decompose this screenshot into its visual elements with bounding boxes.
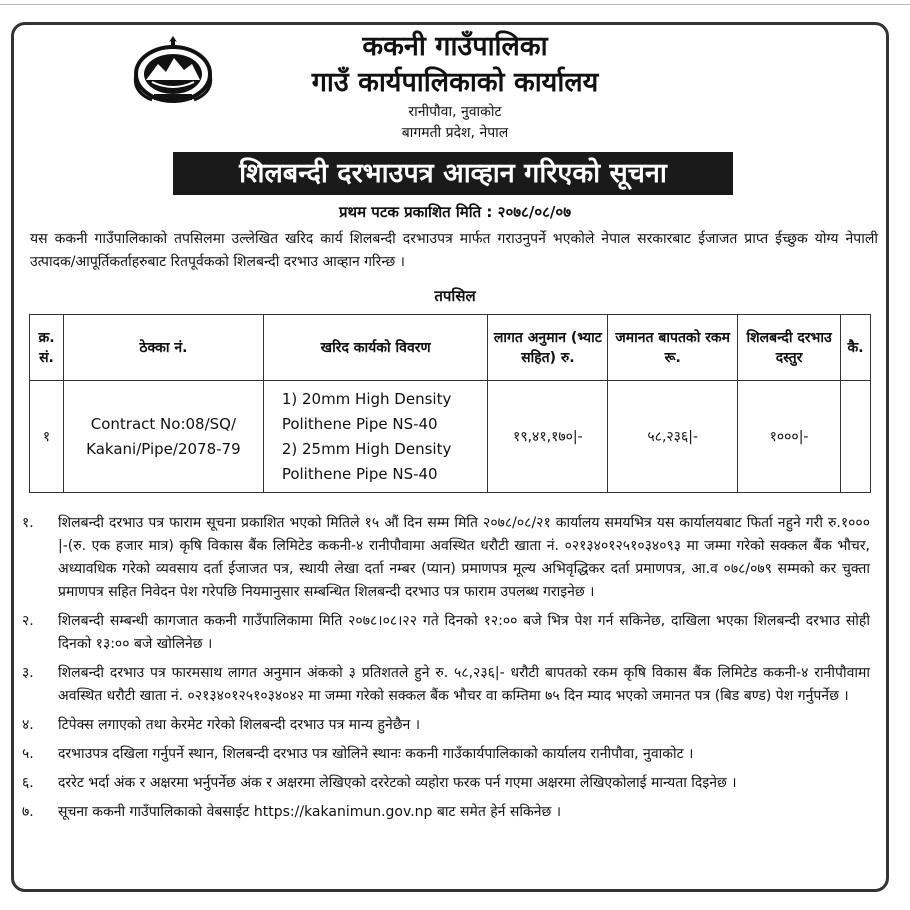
list-item — [22, 512, 870, 604]
header-remarks: कै. — [840, 315, 870, 381]
top-divider — [0, 4, 910, 5]
item1-line-2: Polithene Pipe NS-40 — [281, 414, 438, 433]
address-line-2: बागमती प्रदेश, नेपाल — [401, 125, 509, 141]
note-number: ७. — [22, 804, 34, 820]
item1-line-1: 1) 20mm High Density — [281, 389, 452, 408]
list-item — [22, 662, 870, 708]
notes-list — [22, 512, 870, 830]
table-heading: तपसिल — [434, 287, 476, 305]
note-text: शिलबन्दी दरभाउ पत्र फारमसाथ लागत अनुमान अंकको ३ प्रतिशतले हुने रु. ५८,२३६|- धरौटी बापतको रकम कृषि विकास बैंक लिमिटेड ककनी-४ रानीपौवामा अवस्थित धरौटी खाता नं. ०२१३४०१२५१०३४०४२ मा जम्मा गरेको सक्कल बैंक भौचर वा कम्तिमा ७५ दिन म्याद भएको जमानत पत्र (बिड बण्ड) पेश गर्नुपर्नेछ । — [58, 665, 870, 704]
contract-line-1: Contract No:08/SQ/ — [90, 414, 237, 433]
header-sn: क्र. सं. — [30, 315, 64, 381]
list-item — [22, 772, 870, 795]
contract-line-2: Kakani/Pipe/2078-79 — [86, 439, 241, 458]
note-text: दररेट भर्दा अंक र अक्षरमा भर्नुपर्नेछ अंक र अक्षरमा लेखिएको दररेटको व्यहोरा फरक पर्न गएमा अक्षरमा लेखिएकोलाई मान्यता दिइनेछ । — [58, 775, 737, 791]
note-number: १. — [22, 515, 34, 531]
note-number: ३. — [22, 665, 34, 681]
municipality-title: ककनी गाउँपालिका — [362, 31, 548, 62]
address-line-1: रानीपौवा, नुवाकोट — [408, 104, 502, 120]
note-number: ६. — [22, 775, 34, 791]
note-text: दरभाउपत्र दखिला गर्नुपर्ने स्थान, शिलबन्दी दरभाउ पत्र खोलिने स्थानः ककनी गाउँकार्यपालिकाको कार्यालय रानीपौवा, नुवाकोट । — [58, 746, 694, 762]
list-item — [22, 801, 870, 824]
published-date: प्रथम पटक प्रकाशित मिति : २०७८/०८/०७ — [338, 203, 572, 221]
cell-bid-security: ५८,२३६|- — [608, 381, 738, 493]
cell-contract — [63, 381, 263, 493]
note-text: शिलबन्दी सम्बन्धी कागजात ककनी गाउँपालिकामा मिति २०७८।०८।२२ गते दिनको १२:०० बजे भित्र पेश गर्न सकिनेछ, दाखिला भएका शिलबन्दी दरभाउ सोही दिनको १३:०० बजे खोलिनेछ । — [58, 613, 870, 652]
header-fee: शिलबन्दी दरभाउ दस्तुर — [738, 315, 841, 381]
header-description: खरिद कार्यको विवरण — [263, 315, 488, 381]
table-header-row — [30, 315, 871, 381]
note-number: ५. — [22, 746, 34, 762]
header-bid-security: जमानत बापतको रकम रू. — [608, 315, 738, 381]
note-text: शिलबन्दी दरभाउ पत्र फाराम सूचना प्रकाशित भएको मितिले १५ औं दिन सम्म मिति २०७८/०८/२१ कार्यालय समयभित्र यस कार्यालयबाट फिर्ता नहुने गरी रु.१००० |-(रु. एक हजार मात्र) कृषि विकास बैंक लिमिटेड ककनी-४ रानीपौवामा अवस्थित धरौटी खाता नं. ०२१३४०१२५१०३४०९३ मा जम्मा गरेको सक्कल बैंक भौचर, अध्यावधिक गरेको व्यवसाय दर्ता ईजाजत पत्र, स्थायी लेखा दर्ता नम्बर (प्यान) प्रमाणपत्र मूल्य अभिवृद्धिकर दर्ता प्रमाणपत्र, आ.व ०७८/०७९ सम्मको कर चुक्ता प्रमाणपत्र सहित निवेदन पेश गरेपछि नियमानुसार सम्बन्धित शिलबन्दी दरभाउ पत्र फाराम उपलब्ध गराइनेछ । — [58, 515, 870, 600]
header-contract: ठेक्का नं. — [63, 315, 263, 381]
item2-line-1: 2) 25mm High Density — [281, 439, 452, 458]
list-item — [22, 610, 870, 656]
note-text: टिपेक्स लगाएको तथा केरमेट गरेको शिलबन्दी दरभाउ पत्र मान्य हुनेछैन । — [58, 717, 421, 733]
cell-remarks — [840, 381, 870, 493]
item2-line-2: Polithene Pipe NS-40 — [281, 464, 438, 483]
bid-table — [29, 314, 871, 493]
cell-sn: १ — [30, 381, 64, 493]
header-cost: लागत अनुमान (भ्याट सहित) रु. — [488, 315, 608, 381]
cell-cost: १९,४१,१७०|- — [488, 381, 608, 493]
note-number: २. — [22, 613, 34, 629]
intro-paragraph: यस ककनी गाउँपालिकाको तपसिलमा उल्लेखित खरिद कार्य शिलबन्दी दरभाउपत्र मार्फत गराउनुपर्ने भएकोले नेपाल सरकारबाट ईजाजत प्राप्त ईच्छुक योग्य नेपाली उत्पादक/आपूर्तिकर्ताहरुबाट रितपूर्वकको शिलबन्दी दरभाउ आव्हान गरिन्छ । — [30, 231, 878, 270]
notice-banner: शिलबन्दी दरभाउपत्र आव्हान गरिएको सूचना — [173, 152, 733, 195]
list-item — [22, 743, 870, 766]
list-item — [22, 714, 870, 737]
note-number: ४. — [22, 717, 34, 733]
cell-description — [263, 381, 488, 493]
note-text: सूचना ककनी गाउँपालिकाको वेबसाईट https://kakanimun.gov.np बाट समेत हेर्न सकिनेछ । — [58, 804, 562, 820]
office-title: गाउँ कार्यपालिकाको कार्यालय — [311, 67, 599, 98]
table-row — [30, 381, 871, 493]
cell-fee: १०००|- — [738, 381, 841, 493]
